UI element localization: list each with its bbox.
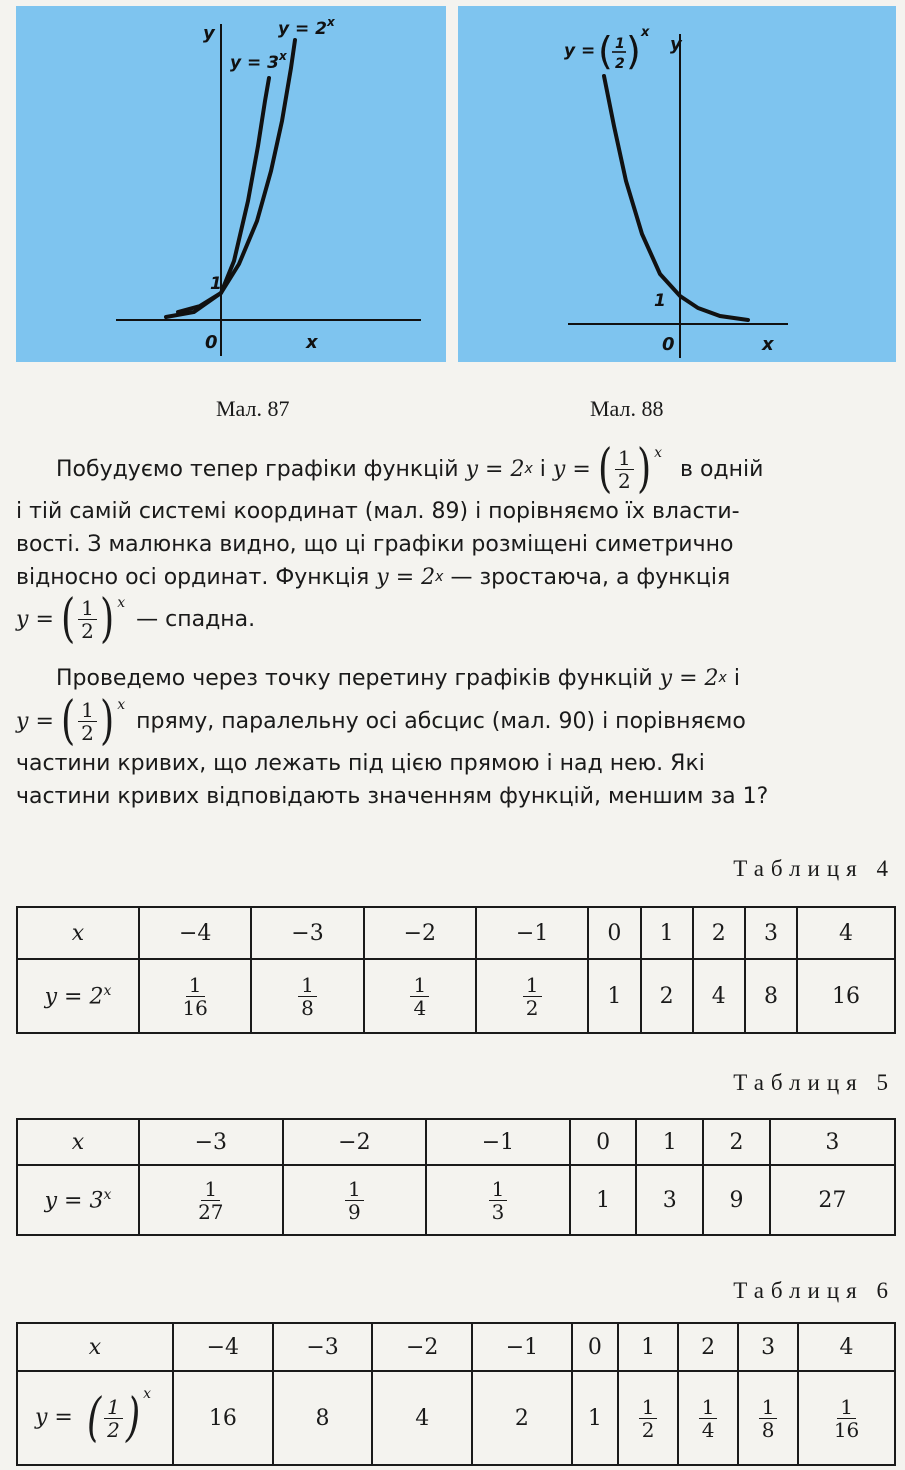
row-label-y: $y = 3^x$	[17, 1165, 139, 1235]
table-cell: $\frac{1}{27}$	[139, 1165, 283, 1235]
table-cell: −2	[364, 907, 476, 959]
svg-text:(: (	[598, 29, 613, 73]
table-4-title: Таблиця 4	[733, 856, 895, 881]
one-mark-label: 1	[210, 274, 222, 294]
table-5	[16, 1118, 896, 1236]
table-cell: −3	[251, 907, 363, 959]
curve-label-2x: $y = 2^x$	[278, 15, 335, 39]
table-row-y	[17, 1165, 895, 1235]
table-cell: −4	[139, 907, 251, 959]
table-cell: 2	[472, 1371, 572, 1465]
table-cell: $\frac{1}{8}$	[251, 959, 363, 1033]
table-cell: 3	[636, 1165, 703, 1235]
table-cell: 4	[798, 1323, 895, 1371]
paragraph-line: y = ( $\frac{1}{2}$ ) x пряму, паралельну осі абсцис (мал. 90) і порівняємо	[16, 691, 746, 751]
table-5-title: Таблиця 5	[733, 1070, 895, 1095]
table-cell: $\frac{1}{4}$	[364, 959, 476, 1033]
table-cell: 2	[693, 907, 745, 959]
table-cell: 4	[797, 907, 895, 959]
table-cell: 1	[636, 1119, 703, 1165]
table-cell: 2	[641, 959, 693, 1033]
row-label-y: y = ( $\frac{1}{2}$ ) x	[17, 1371, 173, 1465]
fraction-half-power-x: ( $\frac{1}{2}$ ) x	[60, 691, 126, 751]
table-cell: 8	[745, 959, 797, 1033]
table-row-x	[17, 907, 895, 959]
figure-88-svg	[458, 6, 896, 362]
table-cell: 3	[745, 907, 797, 959]
svg-text:): )	[626, 29, 641, 73]
table-cell: 0	[572, 1323, 618, 1371]
row-label-y: $y = 2^x$	[17, 959, 139, 1033]
paragraph-line: відносно осі ординат. Функція y = 2 x — зростаюча, а функція	[16, 565, 731, 590]
table-cell: $\frac{1}{16}$	[139, 959, 251, 1033]
curve-label-3x: $y = 3^x$	[230, 49, 287, 73]
table-cell: −3	[139, 1119, 283, 1165]
table-6-title: Таблиця 6	[733, 1278, 895, 1303]
row-label-x: x	[17, 907, 139, 959]
table-cell: −1	[426, 1119, 570, 1165]
table-cell: 27	[770, 1165, 895, 1235]
table-cell: $\frac{1}{16}$	[798, 1371, 895, 1465]
table-cell: $\frac{1}{3}$	[426, 1165, 570, 1235]
table-cell: 4	[693, 959, 745, 1033]
origin-label: 0	[662, 334, 675, 355]
fraction-half-power-x: ( $\frac{1}{2}$ ) x	[597, 439, 662, 499]
svg-text:x: x	[641, 25, 650, 40]
paragraph-line: вості. З малюнка видно, що ці графіки розміщені симетрично	[16, 532, 734, 557]
table-cell: 3	[738, 1323, 798, 1371]
table-row-x	[17, 1119, 895, 1165]
origin-label: 0	[205, 332, 218, 353]
table-cell: $\frac{1}{9}$	[283, 1165, 427, 1235]
curve-2x	[166, 40, 295, 317]
fraction-half-power-x: ( $\frac{1}{2}$ ) x	[86, 1386, 152, 1448]
table-cell: $\frac{1}{4}$	[678, 1371, 738, 1465]
one-mark-label: 1	[654, 291, 666, 311]
paragraph-line: Проведемо через точку перетину графіків функцій y = 2 x і	[56, 666, 740, 691]
svg-text:2: 2	[615, 56, 625, 72]
figure-88-caption: Мал. 88	[590, 396, 664, 421]
table-cell: 16	[797, 959, 895, 1033]
table-cell: 1	[572, 1371, 618, 1465]
table-cell: −3	[273, 1323, 373, 1371]
svg-text:y =: y =	[564, 41, 596, 61]
paragraph-line: частини кривих відповідають значенням функцій, меншим за 1?	[16, 784, 769, 809]
table-cell: 1	[641, 907, 693, 959]
y-axis-label: y	[203, 23, 215, 44]
table-cell: −1	[472, 1323, 572, 1371]
table-cell: −2	[283, 1119, 427, 1165]
table-cell: 8	[273, 1371, 373, 1465]
paragraph-line: і тій самій системі координат (мал. 89) і порівняємо їх власти-	[16, 499, 740, 524]
table-cell: 2	[678, 1323, 738, 1371]
paragraph-line: y = ( $\frac{1}{2}$ ) x — спадна.	[16, 589, 256, 649]
table-4	[16, 906, 896, 1034]
x-axis-label: x	[306, 332, 318, 353]
table-cell: −1	[476, 907, 588, 959]
curve-label-half-x	[564, 25, 650, 73]
x-axis-label: x	[762, 334, 774, 355]
table-row-y	[17, 959, 895, 1033]
table-6	[16, 1322, 896, 1466]
table-cell: −2	[372, 1323, 472, 1371]
table-cell: 1	[618, 1323, 678, 1371]
y-axis-label: y	[670, 34, 682, 55]
table-row-y	[17, 1371, 895, 1465]
table-cell: $\frac{1}{2}$	[476, 959, 588, 1033]
figure-87-svg	[16, 6, 446, 362]
table-cell: 16	[173, 1371, 273, 1465]
table-cell: 0	[588, 907, 640, 959]
paragraph-line: частини кривих, що лежать під цією прямою і над нею. Які	[16, 751, 705, 776]
table-cell: 1	[588, 959, 640, 1033]
curve-half-x	[604, 76, 748, 320]
table-cell: 4	[372, 1371, 472, 1465]
paragraph-1	[16, 439, 896, 649]
figure-88-graph	[458, 6, 896, 362]
table-cell: $\frac{1}{2}$	[618, 1371, 678, 1465]
fraction-half-power-x: ( $\frac{1}{2}$ ) x	[60, 589, 126, 649]
table-cell: 0	[570, 1119, 637, 1165]
table-cell: −4	[173, 1323, 273, 1371]
row-label-x: x	[17, 1119, 139, 1165]
table-cell: $\frac{1}{8}$	[738, 1371, 798, 1465]
paragraph-2	[16, 662, 896, 813]
figure-87-caption: Мал. 87	[216, 396, 290, 421]
curve-3x	[178, 78, 269, 312]
table-row-x	[17, 1323, 895, 1371]
table-cell: 3	[770, 1119, 895, 1165]
table-cell: 1	[570, 1165, 637, 1235]
table-cell: 2	[703, 1119, 770, 1165]
svg-text:1: 1	[615, 36, 625, 52]
row-label-x: x	[17, 1323, 173, 1371]
table-cell: 9	[703, 1165, 770, 1235]
figure-87-graph	[16, 6, 446, 362]
paragraph-line: Побудуємо тепер графіки функцій y = 2 x і y = ( $\frac{1}{2}$ ) x в одній	[56, 439, 764, 499]
